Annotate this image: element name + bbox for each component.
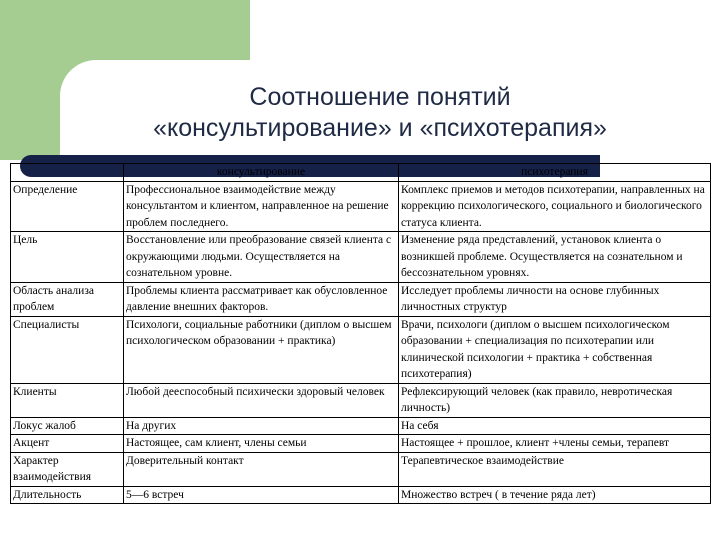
header-empty bbox=[11, 164, 124, 182]
consulting-cell: Психологи, социальные работники (диплом о высшем психологическом образовании + практика) bbox=[124, 316, 399, 383]
therapy-cell: Рефлексирующий человек (как правило, невротическая личность) bbox=[399, 383, 711, 417]
consulting-cell: 5—6 встреч bbox=[124, 486, 399, 504]
therapy-cell: Исследует проблемы личности на основе глубинных личностных структур bbox=[399, 282, 711, 316]
row-label: Характер взаимодействия bbox=[11, 452, 124, 486]
header-consulting: консультирование bbox=[124, 164, 399, 182]
table-row-duration bbox=[11, 486, 711, 504]
therapy-cell: Врачи, психологи (диплом о высшем психологическом образовании + специализация по психотерапии или клинической психологии + практика + собственная психотерапия) bbox=[399, 316, 711, 383]
consulting-cell: Проблемы клиента рассматривает как обусловленное давление внешних факторов. bbox=[124, 282, 399, 316]
header-therapy: психотерапия bbox=[399, 164, 711, 182]
consulting-cell: Настоящее, сам клиент, члены семьи bbox=[124, 435, 399, 453]
row-label: Определение bbox=[11, 181, 124, 232]
table-row-goal bbox=[11, 232, 711, 283]
title-line-2: «консультирование» и «психотерапия» bbox=[153, 114, 607, 142]
table-row-clients bbox=[11, 383, 711, 417]
table-row-problem-area bbox=[11, 282, 711, 316]
consulting-cell: Восстановление или преобразование связей клиента с окружающими людьми. Осуществляется на сознательном уровне. bbox=[124, 232, 399, 283]
consulting-cell: На других bbox=[124, 417, 399, 435]
row-label: Клиенты bbox=[11, 383, 124, 417]
slide-title bbox=[80, 82, 680, 144]
therapy-cell: Множество встреч ( в течение ряда лет) bbox=[399, 486, 711, 504]
comparison-table bbox=[10, 163, 711, 504]
therapy-cell: Изменение ряда представлений, установок клиента о возникшей проблеме. Осуществляется на сознательном и бессознательном уровнях. bbox=[399, 232, 711, 283]
consulting-cell: Доверительный контакт bbox=[124, 452, 399, 486]
row-label: Акцент bbox=[11, 435, 124, 453]
row-label: Специалисты bbox=[11, 316, 124, 383]
row-label: Цель bbox=[11, 232, 124, 283]
row-label: Локус жалоб bbox=[11, 417, 124, 435]
row-label: Длительность bbox=[11, 486, 124, 504]
table-row-focus bbox=[11, 435, 711, 453]
consulting-cell: Профессиональное взаимодействие между консультантом и клиентом, направленное на решение проблем последнего. bbox=[124, 181, 399, 232]
therapy-cell: Терапевтическое взаимодействие bbox=[399, 452, 711, 486]
therapy-cell: Комплекс приемов и методов психотерапии, направленных на коррекцию психологического, социального и биологического статуса клиента. bbox=[399, 181, 711, 232]
table-row-definition bbox=[11, 181, 711, 232]
table-header-row bbox=[11, 164, 711, 182]
consulting-cell: Любой дееспособный психически здоровый человек bbox=[124, 383, 399, 417]
row-label: Область анализа проблем bbox=[11, 282, 124, 316]
table-row-interaction bbox=[11, 452, 711, 486]
therapy-cell: На себя bbox=[399, 417, 711, 435]
table-row-specialists bbox=[11, 316, 711, 383]
therapy-cell: Настоящее + прошлое, клиент +члены семьи, терапевт bbox=[399, 435, 711, 453]
title-line-1: Соотношение понятий bbox=[249, 83, 511, 111]
table-row-complaint-locus bbox=[11, 417, 711, 435]
